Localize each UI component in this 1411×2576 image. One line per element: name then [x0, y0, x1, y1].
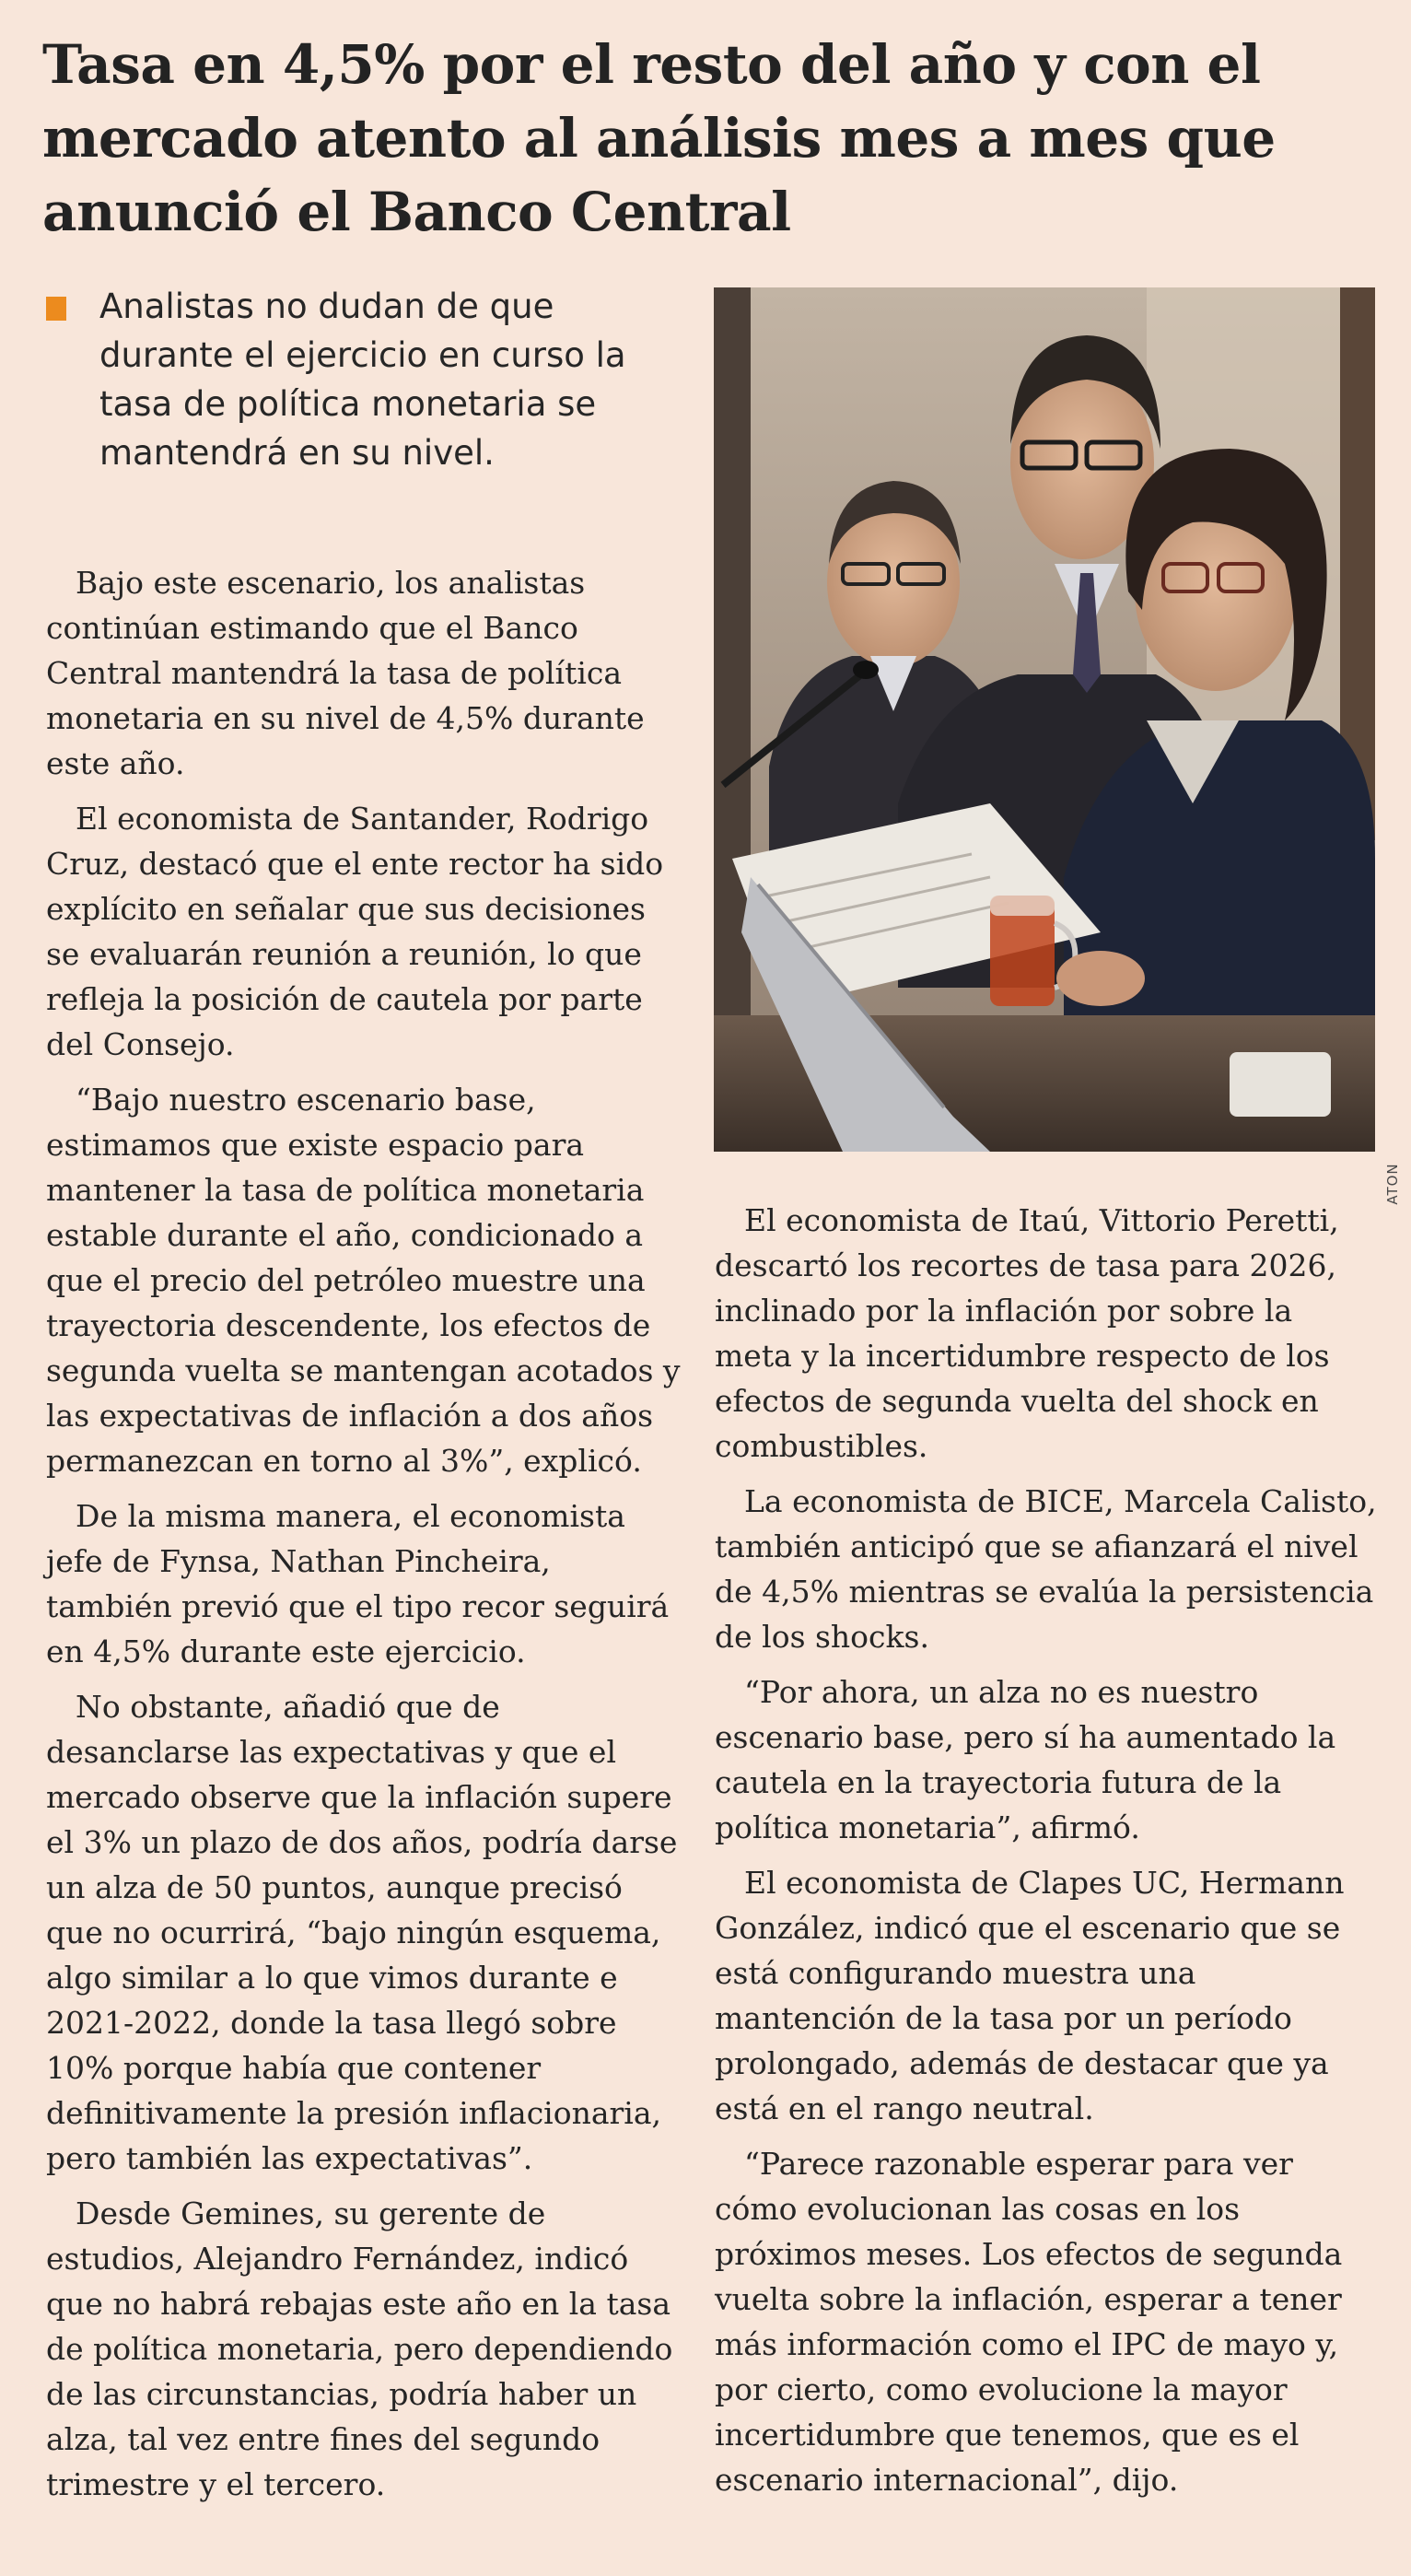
headline: Tasa en 4,5% por el resto del año y con el mercado atento al análisis mes a mes que anunció el Banco Central [42, 33, 1276, 243]
paragraph: El economista de Clapes UC, Hermann González, indicó que el escenario que se está configurando muestra una mantención de la tasa por un período prolongado, además de destacar que ya está en el rango neutral. [715, 1865, 1345, 2126]
photo-credit-text: ATON [1384, 1163, 1401, 1205]
article-column-right [715, 1198, 1378, 2512]
photo-credit [1375, 1152, 1410, 1216]
paragraph: “Bajo nuestro escenario base, estimamos que existe espacio para mantener la tasa de política monetaria estable durante el año, condicionado a que el precio del petróleo muestre una trayectoria descendente, los efectos de segunda vuelta se mantengan acotados y las expectativas de inflación a dos años permanezcan en torno al 3%”, explicó. [46, 1082, 681, 1479]
paragraph: No obstante, añadió que de desanclarse las expectativas y que el mercado observe que la inflación supere el 3% un plazo de dos años, podría darse un alza de 50 puntos, aunque precisó que no ocurrirá, “bajo ningún esquema, algo similar a lo que vimos durante e 2021-2022, donde la tasa llegó sobre 10% porque había que contener definitivamente la presión inflacionaria, pero también las expectativas”. [46, 1689, 678, 2176]
orange-square-bullet-icon [46, 297, 66, 321]
paragraph: “Parece razonable esperar para ver cómo evolucionan las cosas en los próximos meses. Los efectos de segunda vuelta sobre la inflación, esperar a tener más información como el IPC de mayo y, por cierto, como evolucione la mayor incertidumbre que tenemos, que es el escenario internacional”, dijo. [715, 2146, 1343, 2498]
paragraph: El economista de Santander, Rodrigo Cruz, destacó que el ente rector ha sido explícito en señalar que sus decisiones se evaluarán reunión a reunión, lo que refleja la posición de cautela por parte del Consejo. [46, 801, 664, 1062]
paragraph: La economista de BICE, Marcela Calisto, también anticipó que se afianzará el nivel de 4,5% mientras se evalúa la persistencia de los shocks. [715, 1483, 1377, 1655]
press-photo-illustration [714, 287, 1375, 1152]
paragraph: Desde Gemines, su gerente de estudios, Alejandro Fernández, indicó que no habrá rebajas este año en la tasa de política monetaria, pero dependiendo de las circunstancias, podría haber un alza, tal vez entre fines del segundo trimestre y el tercero. [46, 2195, 673, 2502]
paragraph: El economista de Itaú, Vittorio Peretti, descartó los recortes de tasa para 2026, inclinado por la inflación por sobre la meta y la incertidumbre respecto de los efectos de segunda vuelta del shock en combustibles. [715, 1202, 1339, 1464]
article-column-left [46, 560, 682, 2517]
press-photo [714, 287, 1375, 1152]
deck-subheadline: Analistas no dudan de que durante el ejercicio en curso la tasa de política monetaria se mantendrá en su nivel. [99, 287, 626, 473]
paragraph: De la misma manera, el economista jefe de Fynsa, Nathan Pincheira, también previó que el tipo recor seguirá en 4,5% durante este ejercicio. [46, 1498, 670, 1669]
paragraph: Bajo este escenario, los analistas continúan estimando que el Banco Central mantendrá la tasa de política monetaria en su nivel de 4,5% durante este año. [46, 565, 645, 781]
paragraph: “Por ahora, un alza no es nuestro escenario base, pero sí ha aumentado la cautela en la trayectoria futura de la política monetaria”, afirmó. [715, 1674, 1336, 1845]
